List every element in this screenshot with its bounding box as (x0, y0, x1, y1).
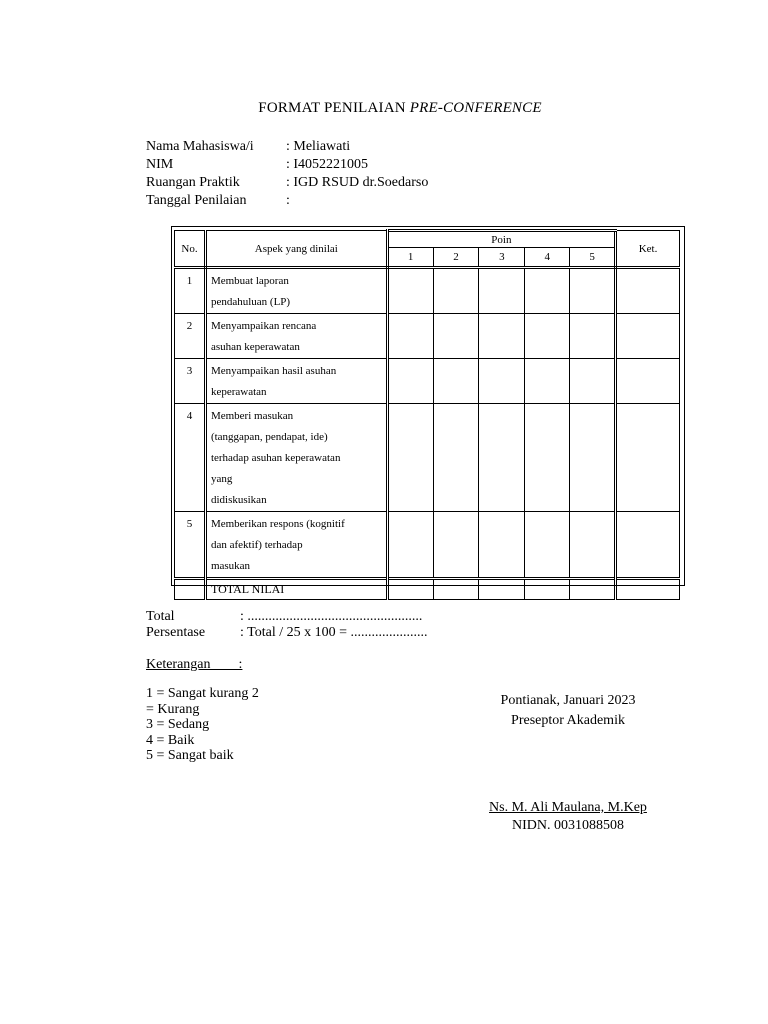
score-cell[interactable] (433, 314, 479, 359)
place-date: Pontianak, Januari 2023 (500, 693, 636, 708)
header-no: No. (175, 231, 206, 268)
score-cell[interactable] (433, 359, 479, 404)
info-value: : (286, 193, 290, 208)
score-cell[interactable] (433, 579, 479, 600)
score-cell[interactable] (570, 512, 616, 579)
ket-cell[interactable] (616, 512, 680, 579)
row-number: 5 (175, 512, 206, 579)
row-aspek: Memberikan respons (kognitif dan afektif) terhadap masukan (205, 512, 387, 579)
persentase-label: Persentase (146, 625, 206, 640)
score-cell[interactable] (479, 268, 525, 314)
score-cell[interactable] (433, 512, 479, 579)
score-cell[interactable] (525, 268, 570, 314)
total-row (175, 579, 680, 600)
score-cell[interactable] (525, 579, 570, 600)
header-score: 2 (433, 248, 479, 268)
info-value: : Meliawati (286, 139, 351, 154)
table-row (175, 359, 680, 404)
table-row (175, 404, 680, 512)
score-cell[interactable] (387, 314, 433, 359)
signer-role: Preseptor Akademik (511, 713, 625, 728)
info-label: Nama Mahasiswa/i (146, 139, 254, 154)
score-cell[interactable] (570, 579, 616, 600)
score-cell[interactable] (479, 512, 525, 579)
score-cell[interactable] (525, 314, 570, 359)
score-cell[interactable] (479, 314, 525, 359)
persentase-line (146, 625, 428, 641)
header-score: 4 (525, 248, 570, 268)
score-cell[interactable] (433, 404, 479, 512)
info-row (146, 192, 428, 210)
keterangan-heading: Keterangan : (146, 657, 243, 672)
row-aspek: Menyampaikan hasil asuhan keperawatan (205, 359, 387, 404)
header-poin: Poin (387, 231, 615, 248)
summary (146, 609, 428, 641)
header-score: 3 (479, 248, 525, 268)
total-label-text: Total (146, 609, 175, 624)
info-label: NIM (146, 157, 174, 172)
legend-item: 5 = Sangat baik (146, 748, 234, 763)
table-row (175, 314, 680, 359)
legend-item: 1 = Sangat kurang 2 (146, 686, 259, 701)
assessment-table (174, 229, 680, 600)
info-label: Tanggal Penilaian (146, 193, 247, 208)
score-cell[interactable] (387, 268, 433, 314)
score-legend (146, 686, 259, 764)
score-cell[interactable] (479, 579, 525, 600)
score-cell[interactable] (570, 359, 616, 404)
row-aspek: Menyampaikan rencana asuhan keperawatan (205, 314, 387, 359)
signer-nidn: NIDN. 0031088508 (512, 818, 624, 833)
score-cell[interactable] (570, 268, 616, 314)
header-aspek: Aspek yang dinilai (205, 231, 387, 268)
signer-block (482, 799, 654, 835)
total-line (146, 609, 428, 625)
score-cell[interactable] (479, 404, 525, 512)
row-number: 4 (175, 404, 206, 512)
ket-cell[interactable] (616, 359, 680, 404)
total-value: : .................................................. (240, 609, 423, 624)
title-italic: PRE-CONFERENCE (409, 100, 542, 116)
title-main: FORMAT PENILAIAN (258, 100, 410, 116)
assessment-table-frame (171, 226, 685, 596)
row-number: 2 (175, 314, 206, 359)
legend-item: 4 = Baik (146, 732, 195, 748)
total-label: TOTAL NILAI (205, 579, 387, 600)
signer-name: Ns. M. Ali Maulana, M.Kep (489, 800, 647, 815)
score-cell[interactable] (525, 404, 570, 512)
score-cell[interactable] (387, 579, 433, 600)
info-value: : IGD RSUD dr.Soedarso (286, 175, 429, 190)
score-cell[interactable] (387, 359, 433, 404)
info-row (146, 138, 428, 156)
score-cell[interactable] (387, 404, 433, 512)
row-number: 1 (175, 268, 206, 314)
info-value: : I4052221005 (286, 157, 369, 172)
info-row (146, 156, 428, 174)
header-score: 1 (387, 248, 433, 268)
ket-cell[interactable] (616, 579, 680, 600)
ket-cell[interactable] (616, 404, 680, 512)
ket-cell[interactable] (616, 314, 680, 359)
info-label: Ruangan Praktik (146, 175, 240, 190)
legend-item: = Kurang (146, 701, 200, 717)
score-cell[interactable] (570, 314, 616, 359)
legend-item: 3 = Sedang (146, 717, 210, 732)
signature-block (488, 691, 648, 731)
score-cell[interactable] (525, 359, 570, 404)
row-number (175, 579, 206, 600)
student-info (146, 138, 428, 210)
header-score: 5 (570, 248, 616, 268)
score-cell[interactable] (433, 268, 479, 314)
row-aspek: Membuat laporan pendahuluan (LP) (205, 268, 387, 314)
score-cell[interactable] (387, 512, 433, 579)
score-cell[interactable] (525, 512, 570, 579)
score-cell[interactable] (479, 359, 525, 404)
table-row (175, 268, 680, 314)
table-row (175, 512, 680, 579)
score-cell[interactable] (570, 404, 616, 512)
header-ket: Ket. (616, 231, 680, 268)
info-row (146, 174, 428, 192)
page-title (0, 100, 768, 117)
ket-cell[interactable] (616, 268, 680, 314)
persentase-value: : Total / 25 x 100 = ...................... (240, 625, 428, 640)
row-aspek: Memberi masukan (tanggapan, pendapat, ide) terhadap asuhan keperawatan yang didiskusikan (205, 404, 387, 512)
row-number: 3 (175, 359, 206, 404)
